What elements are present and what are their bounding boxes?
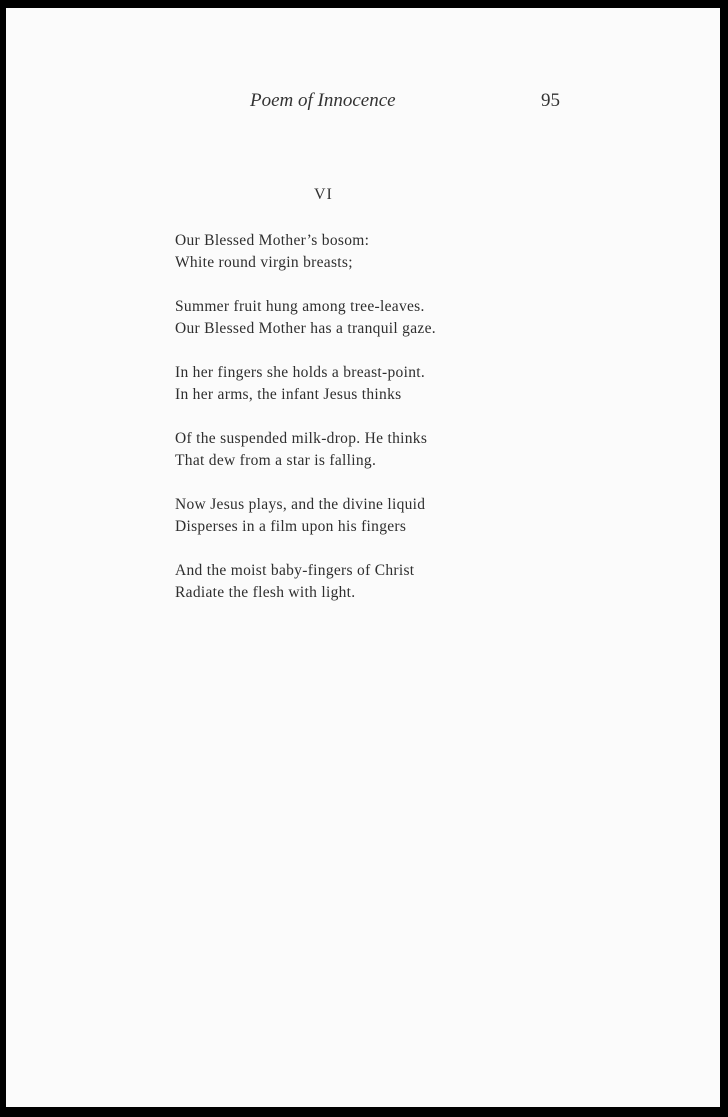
poem-line: Our Blessed Mother’s bosom: <box>175 232 370 249</box>
poem-line: In her arms, the infant Jesus thinks <box>175 386 402 403</box>
page-number: 95 <box>541 90 560 111</box>
poem-line: In her fingers she holds a breast-point. <box>175 364 426 381</box>
poem-line: Now Jesus plays, and the divine liquid <box>175 496 426 513</box>
running-title: Poem of Innocence <box>250 90 396 111</box>
poem-line: White round virgin breasts; <box>175 254 353 271</box>
stanza <box>175 296 635 340</box>
stanza <box>175 230 635 274</box>
stanza <box>175 494 635 538</box>
poem-line: Our Blessed Mother has a tranquil gaze. <box>175 320 436 337</box>
poem-body <box>175 230 635 626</box>
poem-line: Of the suspended milk-drop. He thinks <box>175 430 428 447</box>
poem-line: That dew from a star is falling. <box>175 452 377 469</box>
poem-line: Radiate the flesh with light. <box>175 584 356 601</box>
book-page <box>6 8 720 1107</box>
poem-line: Summer fruit hung among tree-leaves. <box>175 298 425 315</box>
poem-line: And the moist baby-fingers of Christ <box>175 562 415 579</box>
stanza <box>175 560 635 604</box>
stanza <box>175 362 635 406</box>
section-heading: VI <box>314 186 333 203</box>
stanza <box>175 428 635 472</box>
poem-line: Disperses in a film upon his fingers <box>175 518 407 535</box>
